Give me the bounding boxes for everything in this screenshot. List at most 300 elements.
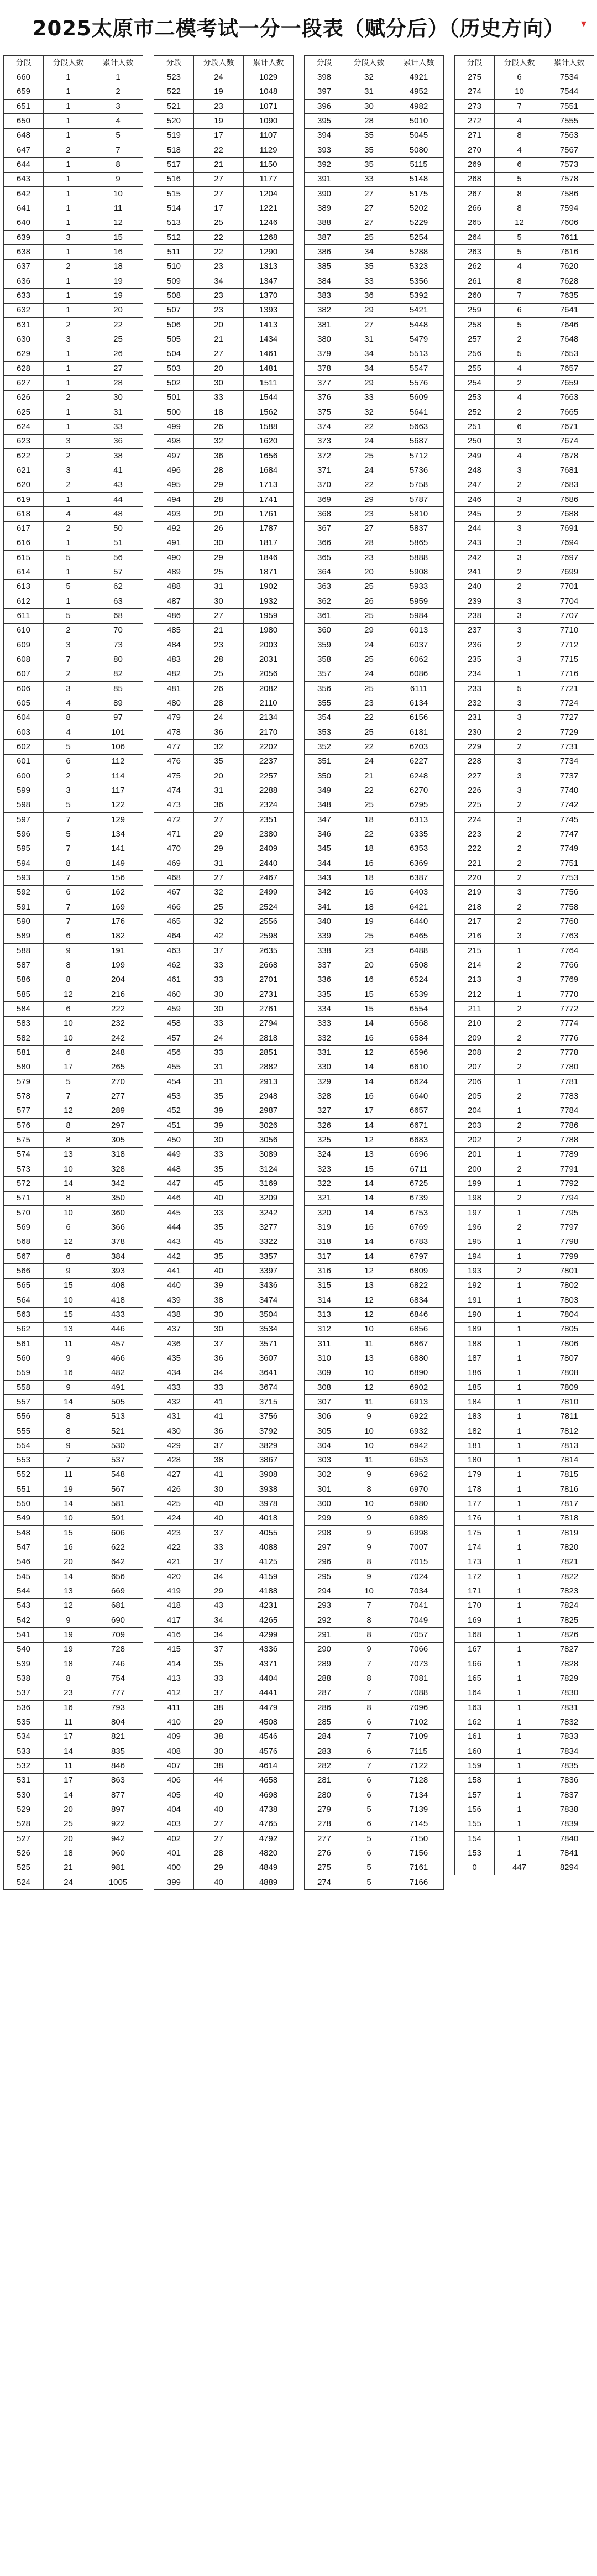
- score-cell: 462: [154, 958, 194, 973]
- table-row: [154, 347, 294, 361]
- segment-count-cell: 1: [495, 1686, 544, 1700]
- segment-count-cell: 34: [194, 1366, 244, 1380]
- score-cell: 296: [305, 1555, 344, 1569]
- segment-count-cell: 15: [44, 1308, 93, 1322]
- score-cell: 299: [305, 1511, 344, 1525]
- segment-count-cell: 8: [495, 201, 544, 216]
- segment-count-cell: 35: [194, 1249, 244, 1263]
- segment-count-cell: 33: [194, 1671, 244, 1686]
- cumulative-count-cell: 6953: [394, 1453, 444, 1467]
- segment-count-cell: 8: [44, 1118, 93, 1132]
- score-cell: 316: [305, 1264, 344, 1278]
- score-cell: 231: [455, 710, 495, 725]
- header-cumulative-count: 累计人数: [544, 56, 594, 70]
- segment-count-cell: 4: [495, 390, 544, 405]
- segment-count-cell: 19: [44, 1482, 93, 1497]
- cumulative-count-cell: 6711: [394, 1162, 444, 1176]
- table-row: [4, 114, 143, 128]
- segment-count-cell: 13: [344, 1278, 394, 1293]
- table-row: [305, 1657, 444, 1671]
- cumulative-count-cell: 5663: [394, 420, 444, 434]
- table-row: [154, 929, 294, 943]
- table-row: [154, 274, 294, 288]
- score-cell: 549: [4, 1511, 44, 1525]
- cumulative-count-cell: 5787: [394, 492, 444, 506]
- segment-count-cell: 12: [44, 1235, 93, 1249]
- cumulative-count-cell: 7794: [544, 1191, 594, 1205]
- score-cell: 474: [154, 783, 194, 798]
- table-row: [4, 1570, 143, 1584]
- score-cell: 529: [4, 1802, 44, 1817]
- cumulative-count-cell: 106: [93, 740, 143, 754]
- segment-count-cell: 13: [344, 1147, 394, 1162]
- score-cell: 196: [455, 1220, 495, 1235]
- cumulative-count-cell: 265: [93, 1060, 143, 1074]
- segment-count-cell: 23: [344, 944, 394, 958]
- cumulative-count-cell: 57: [93, 565, 143, 579]
- cumulative-count-cell: 7665: [544, 405, 594, 419]
- table-row: [305, 1162, 444, 1176]
- segment-count-cell: 1: [495, 987, 544, 1002]
- score-cell: 530: [4, 1788, 44, 1802]
- segment-count-cell: 1: [44, 99, 93, 113]
- table-row: [305, 172, 444, 186]
- segment-count-cell: 4: [495, 259, 544, 274]
- segment-count-cell: 22: [344, 783, 394, 798]
- score-cell: 227: [455, 769, 495, 783]
- cumulative-count-cell: 7710: [544, 623, 594, 638]
- score-cell: 283: [305, 1744, 344, 1759]
- cumulative-count-cell: 7628: [544, 274, 594, 288]
- cumulative-count-cell: 1434: [244, 332, 294, 347]
- table-row: [455, 289, 594, 303]
- table-row: [4, 201, 143, 216]
- segment-count-cell: 33: [194, 1380, 244, 1394]
- cumulative-count-cell: 7791: [544, 1162, 594, 1176]
- score-cell: 551: [4, 1482, 44, 1497]
- score-cell: 557: [4, 1395, 44, 1409]
- score-cell: 313: [305, 1308, 344, 1322]
- segment-count-cell: 16: [44, 1701, 93, 1715]
- segment-count-cell: 15: [44, 1526, 93, 1540]
- segment-count-cell: 35: [194, 754, 244, 769]
- score-cell: 237: [455, 623, 495, 638]
- table-row: [305, 463, 444, 478]
- cumulative-count-cell: 2257: [244, 769, 294, 783]
- segment-count-cell: 6: [44, 1220, 93, 1235]
- cumulative-count-cell: 6671: [394, 1118, 444, 1132]
- table-row: [154, 1278, 294, 1293]
- cumulative-count-cell: 7780: [544, 1060, 594, 1074]
- score-table: [454, 55, 594, 1875]
- table-row: [305, 1205, 444, 1220]
- score-cell: 232: [455, 696, 495, 710]
- cumulative-count-cell: 10: [93, 186, 143, 201]
- score-cell: 257: [455, 332, 495, 347]
- segment-count-cell: 32: [194, 885, 244, 900]
- table-row: [154, 1555, 294, 1569]
- table-row: [305, 1177, 444, 1191]
- segment-count-cell: 42: [194, 929, 244, 943]
- segment-count-cell: 1: [495, 1511, 544, 1525]
- score-cell: 409: [154, 1729, 194, 1744]
- table-row: [4, 99, 143, 113]
- table-row: [455, 1147, 594, 1162]
- segment-count-cell: 29: [194, 827, 244, 842]
- cumulative-count-cell: 3357: [244, 1249, 294, 1263]
- segment-count-cell: 34: [344, 245, 394, 259]
- cumulative-count-cell: 191: [93, 944, 143, 958]
- segment-count-cell: 40: [194, 1191, 244, 1205]
- table-row: [4, 1657, 143, 1671]
- score-cell: 157: [455, 1788, 495, 1802]
- cumulative-count-cell: 7742: [544, 798, 594, 812]
- score-cell: 282: [305, 1759, 344, 1773]
- table-row: [154, 1686, 294, 1700]
- segment-count-cell: 18: [44, 1846, 93, 1861]
- segment-count-cell: 3: [495, 652, 544, 667]
- score-cell: 320: [305, 1205, 344, 1220]
- score-cell: 274: [455, 85, 495, 99]
- table-row: [154, 1249, 294, 1263]
- segment-count-cell: 8: [44, 856, 93, 871]
- segment-count-cell: 14: [344, 1060, 394, 1074]
- table-row: [455, 143, 594, 157]
- cumulative-count-cell: 7813: [544, 1439, 594, 1453]
- cumulative-count-cell: 804: [93, 1715, 143, 1729]
- score-cell: 453: [154, 1089, 194, 1104]
- table-row: [305, 1249, 444, 1263]
- table-row: [154, 1031, 294, 1045]
- score-cell: 491: [154, 536, 194, 550]
- table-row: [4, 143, 143, 157]
- score-cell: 561: [4, 1336, 44, 1351]
- score-cell: 368: [305, 507, 344, 521]
- table-row: [305, 1701, 444, 1715]
- score-cell: 590: [4, 915, 44, 929]
- score-cell: 356: [305, 682, 344, 696]
- segment-count-cell: 33: [194, 1046, 244, 1060]
- table-row: [154, 361, 294, 375]
- cumulative-count-cell: 5933: [394, 579, 444, 594]
- score-cell: 339: [305, 929, 344, 943]
- score-cell: 642: [4, 186, 44, 201]
- cumulative-count-cell: 1846: [244, 551, 294, 565]
- table-row: [4, 1671, 143, 1686]
- table-row: [455, 973, 594, 987]
- segment-count-cell: 33: [194, 1205, 244, 1220]
- segment-count-cell: 447: [495, 1861, 544, 1875]
- cumulative-count-cell: 2882: [244, 1060, 294, 1074]
- segment-count-cell: 20: [344, 958, 394, 973]
- segment-count-cell: 14: [44, 1177, 93, 1191]
- segment-count-cell: 3: [495, 754, 544, 769]
- cumulative-count-cell: 5010: [394, 114, 444, 128]
- score-cell: 266: [455, 201, 495, 216]
- segment-count-cell: 29: [194, 1715, 244, 1729]
- cumulative-count-cell: 6942: [394, 1439, 444, 1453]
- cumulative-count-cell: 3474: [244, 1293, 294, 1307]
- segment-count-cell: 1: [495, 1628, 544, 1642]
- table-row: [154, 1832, 294, 1846]
- cumulative-count-cell: 5888: [394, 551, 444, 565]
- segment-count-cell: 30: [194, 1133, 244, 1147]
- segment-count-cell: 25: [194, 900, 244, 915]
- segment-count-cell: 14: [44, 1395, 93, 1409]
- cumulative-count-cell: 48: [93, 507, 143, 521]
- table-row: [4, 740, 143, 754]
- score-cell: 388: [305, 216, 344, 230]
- table-row: [4, 274, 143, 288]
- segment-count-cell: 2: [44, 143, 93, 157]
- score-cell: 233: [455, 682, 495, 696]
- cumulative-count-cell: 6421: [394, 900, 444, 915]
- segment-count-cell: 1: [44, 172, 93, 186]
- table-row: [305, 740, 444, 754]
- score-cell: 294: [305, 1584, 344, 1598]
- score-cell: 637: [4, 259, 44, 274]
- score-cell: 330: [305, 1060, 344, 1074]
- table-row: [154, 1482, 294, 1497]
- cumulative-count-cell: 1959: [244, 609, 294, 623]
- segment-count-cell: 2: [495, 332, 544, 347]
- cumulative-count-cell: 6554: [394, 1002, 444, 1016]
- segment-count-cell: 1: [495, 1336, 544, 1351]
- score-cell: 399: [154, 1875, 194, 1890]
- cumulative-count-cell: 4849: [244, 1861, 294, 1875]
- cumulative-count-cell: 2003: [244, 638, 294, 652]
- score-cell: 396: [305, 99, 344, 113]
- table-row: [305, 594, 444, 609]
- score-cell: 234: [455, 667, 495, 681]
- header-score: 分段: [154, 56, 194, 70]
- table-row: [154, 1701, 294, 1715]
- segment-count-cell: 2: [495, 1118, 544, 1132]
- score-cell: 179: [455, 1467, 495, 1482]
- header-segment-count: 分段人数: [44, 56, 93, 70]
- cumulative-count-cell: 1005: [93, 1875, 143, 1890]
- segment-count-cell: 35: [344, 158, 394, 172]
- table-row: [455, 317, 594, 332]
- table-row: [4, 769, 143, 783]
- segment-count-cell: 16: [344, 1089, 394, 1104]
- segment-count-cell: 5: [344, 1875, 394, 1890]
- cumulative-count-cell: 4018: [244, 1511, 294, 1525]
- score-cell: 509: [154, 274, 194, 288]
- score-cell: 302: [305, 1467, 344, 1482]
- segment-count-cell: 43: [194, 1598, 244, 1613]
- segment-count-cell: 37: [194, 1526, 244, 1540]
- table-row: [154, 216, 294, 230]
- cumulative-count-cell: 5837: [394, 521, 444, 536]
- table-row: [4, 783, 143, 798]
- score-cell: 611: [4, 609, 44, 623]
- table-row: [4, 507, 143, 521]
- cumulative-count-cell: 7792: [544, 1177, 594, 1191]
- segment-count-cell: 10: [44, 1293, 93, 1307]
- score-cell: 181: [455, 1439, 495, 1453]
- segment-count-cell: 9: [344, 1642, 394, 1657]
- table-row: [154, 70, 294, 85]
- score-cell: 644: [4, 158, 44, 172]
- cumulative-count-cell: 4299: [244, 1628, 294, 1642]
- segment-count-cell: 36: [194, 725, 244, 740]
- score-cell: 188: [455, 1336, 495, 1351]
- table-row: [305, 492, 444, 506]
- segment-count-cell: 35: [194, 1162, 244, 1176]
- segment-count-cell: 8: [344, 1555, 394, 1569]
- table-row: [305, 390, 444, 405]
- table-row: [455, 682, 594, 696]
- score-cell: 386: [305, 245, 344, 259]
- score-cell: 382: [305, 303, 344, 317]
- table-row: [4, 216, 143, 230]
- cumulative-count-cell: 6753: [394, 1205, 444, 1220]
- segment-count-cell: 1: [495, 1235, 544, 1249]
- segment-count-cell: 1: [495, 1657, 544, 1671]
- score-cell: 612: [4, 594, 44, 609]
- score-cell: 445: [154, 1205, 194, 1220]
- score-cell: 352: [305, 740, 344, 754]
- score-cell: 469: [154, 856, 194, 871]
- score-cell: 465: [154, 915, 194, 929]
- cumulative-count-cell: 350: [93, 1191, 143, 1205]
- score-cell: 361: [305, 609, 344, 623]
- score-cell: 240: [455, 579, 495, 594]
- segment-count-cell: 28: [194, 696, 244, 710]
- table-row: [455, 1409, 594, 1424]
- segment-count-cell: 22: [194, 143, 244, 157]
- table-row: [154, 1016, 294, 1031]
- score-cell: 437: [154, 1322, 194, 1336]
- score-cell: 506: [154, 317, 194, 332]
- table-row: [305, 1817, 444, 1831]
- table-row: [305, 1846, 444, 1861]
- cumulative-count-cell: 408: [93, 1278, 143, 1293]
- segment-count-cell: 1: [44, 158, 93, 172]
- segment-count-cell: 25: [344, 652, 394, 667]
- score-cell: 156: [455, 1802, 495, 1817]
- segment-count-cell: 6: [344, 1846, 394, 1861]
- cumulative-count-cell: 7812: [544, 1424, 594, 1438]
- score-cell: 209: [455, 1031, 495, 1045]
- table-row: [4, 1482, 143, 1497]
- table-row: [154, 1875, 294, 1890]
- cumulative-count-cell: 4820: [244, 1846, 294, 1861]
- score-cell: 347: [305, 813, 344, 827]
- score-cell: 454: [154, 1074, 194, 1089]
- segment-count-cell: 35: [344, 128, 394, 143]
- table-row: [4, 696, 143, 710]
- cumulative-count-cell: 7128: [394, 1773, 444, 1788]
- segment-count-cell: 5: [495, 230, 544, 244]
- table-row: [154, 1526, 294, 1540]
- table-row: [154, 1759, 294, 1773]
- cumulative-count-cell: 7081: [394, 1671, 444, 1686]
- score-cell: 440: [154, 1278, 194, 1293]
- table-row: [455, 463, 594, 478]
- segment-count-cell: 21: [194, 623, 244, 638]
- table-row: [305, 827, 444, 842]
- segment-count-cell: 32: [194, 740, 244, 754]
- score-cell: 621: [4, 463, 44, 478]
- table-row: [455, 944, 594, 958]
- table-row: [455, 1336, 594, 1351]
- score-cell: 357: [305, 667, 344, 681]
- score-cell: 289: [305, 1657, 344, 1671]
- segment-count-cell: 9: [44, 944, 93, 958]
- chevron-down-icon[interactable]: ▾: [580, 17, 587, 30]
- table-row: [4, 376, 143, 390]
- segment-count-cell: 22: [344, 827, 394, 842]
- cumulative-count-cell: 4188: [244, 1584, 294, 1598]
- score-cell: 256: [455, 347, 495, 361]
- score-cell: 164: [455, 1686, 495, 1700]
- segment-count-cell: 3: [44, 434, 93, 448]
- score-cell: 259: [455, 303, 495, 317]
- segment-count-cell: 7: [44, 1453, 93, 1467]
- score-cell: 610: [4, 623, 44, 638]
- table-row: [4, 1409, 143, 1424]
- segment-count-cell: 34: [194, 1613, 244, 1628]
- score-cell: 425: [154, 1497, 194, 1511]
- segment-count-cell: 3: [495, 609, 544, 623]
- segment-count-cell: 9: [44, 1264, 93, 1278]
- score-cell: 615: [4, 551, 44, 565]
- score-cell: 269: [455, 158, 495, 172]
- score-cell: 458: [154, 1016, 194, 1031]
- score-cell: 300: [305, 1497, 344, 1511]
- score-cell: 631: [4, 317, 44, 332]
- table-row: [154, 1744, 294, 1759]
- score-cell: 543: [4, 1598, 44, 1613]
- header-cumulative-count: 累计人数: [244, 56, 294, 70]
- segment-count-cell: 38: [194, 1759, 244, 1773]
- score-cell: 182: [455, 1424, 495, 1438]
- segment-count-cell: 2: [44, 317, 93, 332]
- table-row: [305, 1861, 444, 1875]
- cumulative-count-cell: 5959: [394, 594, 444, 609]
- cumulative-count-cell: 7839: [544, 1817, 594, 1831]
- score-cell: 380: [305, 332, 344, 347]
- score-cell: 584: [4, 1002, 44, 1016]
- score-cell: 617: [4, 521, 44, 536]
- score-cell: 298: [305, 1526, 344, 1540]
- segment-count-cell: 26: [194, 682, 244, 696]
- table-row: [4, 1526, 143, 1540]
- table-row: [305, 1613, 444, 1628]
- segment-count-cell: 31: [344, 85, 394, 99]
- score-cell: 159: [455, 1759, 495, 1773]
- cumulative-count-cell: 5810: [394, 507, 444, 521]
- table-row: [154, 1264, 294, 1278]
- segment-count-cell: 5: [44, 609, 93, 623]
- cumulative-count-cell: 97: [93, 710, 143, 725]
- cumulative-count-cell: 7161: [394, 1861, 444, 1875]
- score-cell: 177: [455, 1497, 495, 1511]
- score-cell: 297: [305, 1540, 344, 1555]
- segment-count-cell: 5: [495, 317, 544, 332]
- score-cell: 204: [455, 1104, 495, 1118]
- table-row: [305, 1686, 444, 1700]
- score-cell: 446: [154, 1191, 194, 1205]
- cumulative-count-cell: 7807: [544, 1351, 594, 1366]
- cumulative-count-cell: 6610: [394, 1060, 444, 1074]
- cumulative-count-cell: 7534: [544, 70, 594, 85]
- cumulative-count-cell: 7007: [394, 1540, 444, 1555]
- table-row: [305, 754, 444, 769]
- score-cell: 310: [305, 1351, 344, 1366]
